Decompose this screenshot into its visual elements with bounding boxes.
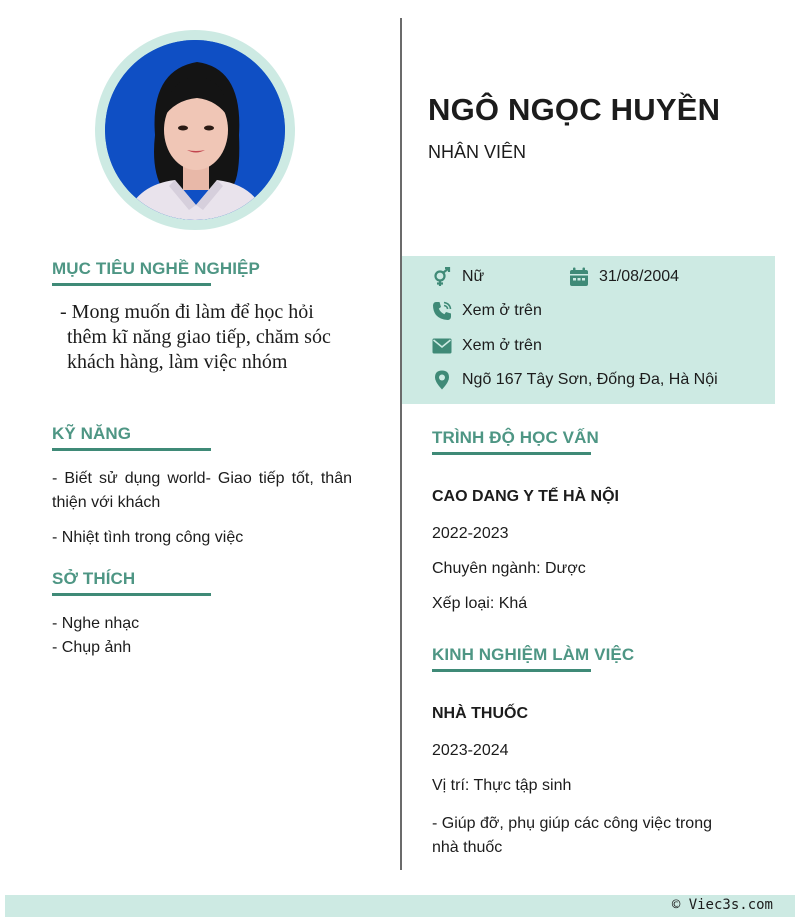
experience-years: 2023-2024: [432, 742, 509, 759]
envelope-icon: [432, 336, 452, 356]
education-underline: [432, 452, 591, 455]
skills-underline: [52, 448, 211, 451]
phone-icon: [432, 301, 452, 321]
company-name: NHÀ THUỐC: [432, 705, 528, 722]
email-value: Xem ở trên: [462, 337, 542, 354]
experience-description: - Giúp đỡ, phụ giúp các công việc trong nhà thuốc: [432, 815, 712, 856]
footer-bar: [5, 895, 795, 917]
address-row: [432, 370, 718, 390]
location-pin-icon: [432, 370, 452, 390]
skills-heading: KỸ NĂNG: [52, 424, 132, 443]
column-divider: [400, 18, 402, 870]
calendar-icon: [569, 267, 589, 287]
skill-item: - Nhiệt tình trong công việc: [52, 529, 244, 546]
hobby-item: - Chụp ảnh: [52, 639, 132, 656]
birthday-row: [569, 267, 679, 287]
job-position: NHÂN VIÊN: [428, 142, 527, 162]
experience-role: Vị trí: Thực tập sinh: [432, 777, 572, 794]
skill-item: - Biết sử dụng world- Giao tiếp tốt, thân thiện với khách: [52, 470, 352, 511]
objective-underline: [52, 283, 211, 286]
hobby-item: - Nghe nhạc: [52, 615, 140, 632]
hobbies-underline: [52, 593, 211, 596]
experience-heading: KINH NGHIỆM LÀM VIỆC: [432, 645, 635, 664]
gender-value: Nữ: [462, 268, 485, 285]
objective-text: [60, 300, 352, 375]
education-years: 2022-2023: [432, 525, 509, 542]
education-heading: TRÌNH ĐỘ HỌC VẤN: [432, 428, 599, 447]
phone-value: Xem ở trên: [462, 302, 542, 319]
objective-heading: MỤC TIÊU NGHỀ NGHIỆP: [52, 259, 260, 278]
contact-panel: [402, 256, 775, 404]
objective-line-1: - Mong muốn đi làm để học hỏi: [60, 301, 314, 323]
birthday-value: 31/08/2004: [599, 268, 680, 285]
profile-photo: [105, 40, 285, 220]
hobbies-heading: SỞ THÍCH: [52, 569, 136, 588]
phone-row: [432, 301, 542, 321]
education-grade: Xếp loại: Khá: [432, 595, 528, 612]
full-name: NGÔ NGỌC HUYỀN: [428, 92, 721, 127]
gender-row: [432, 267, 484, 287]
email-row: [432, 336, 542, 356]
footer-credit: © Viec3s.com: [671, 897, 773, 913]
education-major: Chuyên ngành: Dược: [432, 560, 586, 577]
address-value: Ngõ 167 Tây Sơn, Đống Đa, Hà Nội: [462, 371, 718, 388]
experience-underline: [432, 669, 591, 672]
objective-line-2: thêm kĩ năng giao tiếp, chăm sóc: [67, 326, 331, 348]
school-name: CAO DANG Y TẾ HÀ NỘI: [432, 488, 619, 505]
avatar: [95, 30, 295, 230]
objective-line-3: khách hàng, làm việc nhóm: [67, 351, 288, 373]
gender-icon: [432, 267, 452, 287]
